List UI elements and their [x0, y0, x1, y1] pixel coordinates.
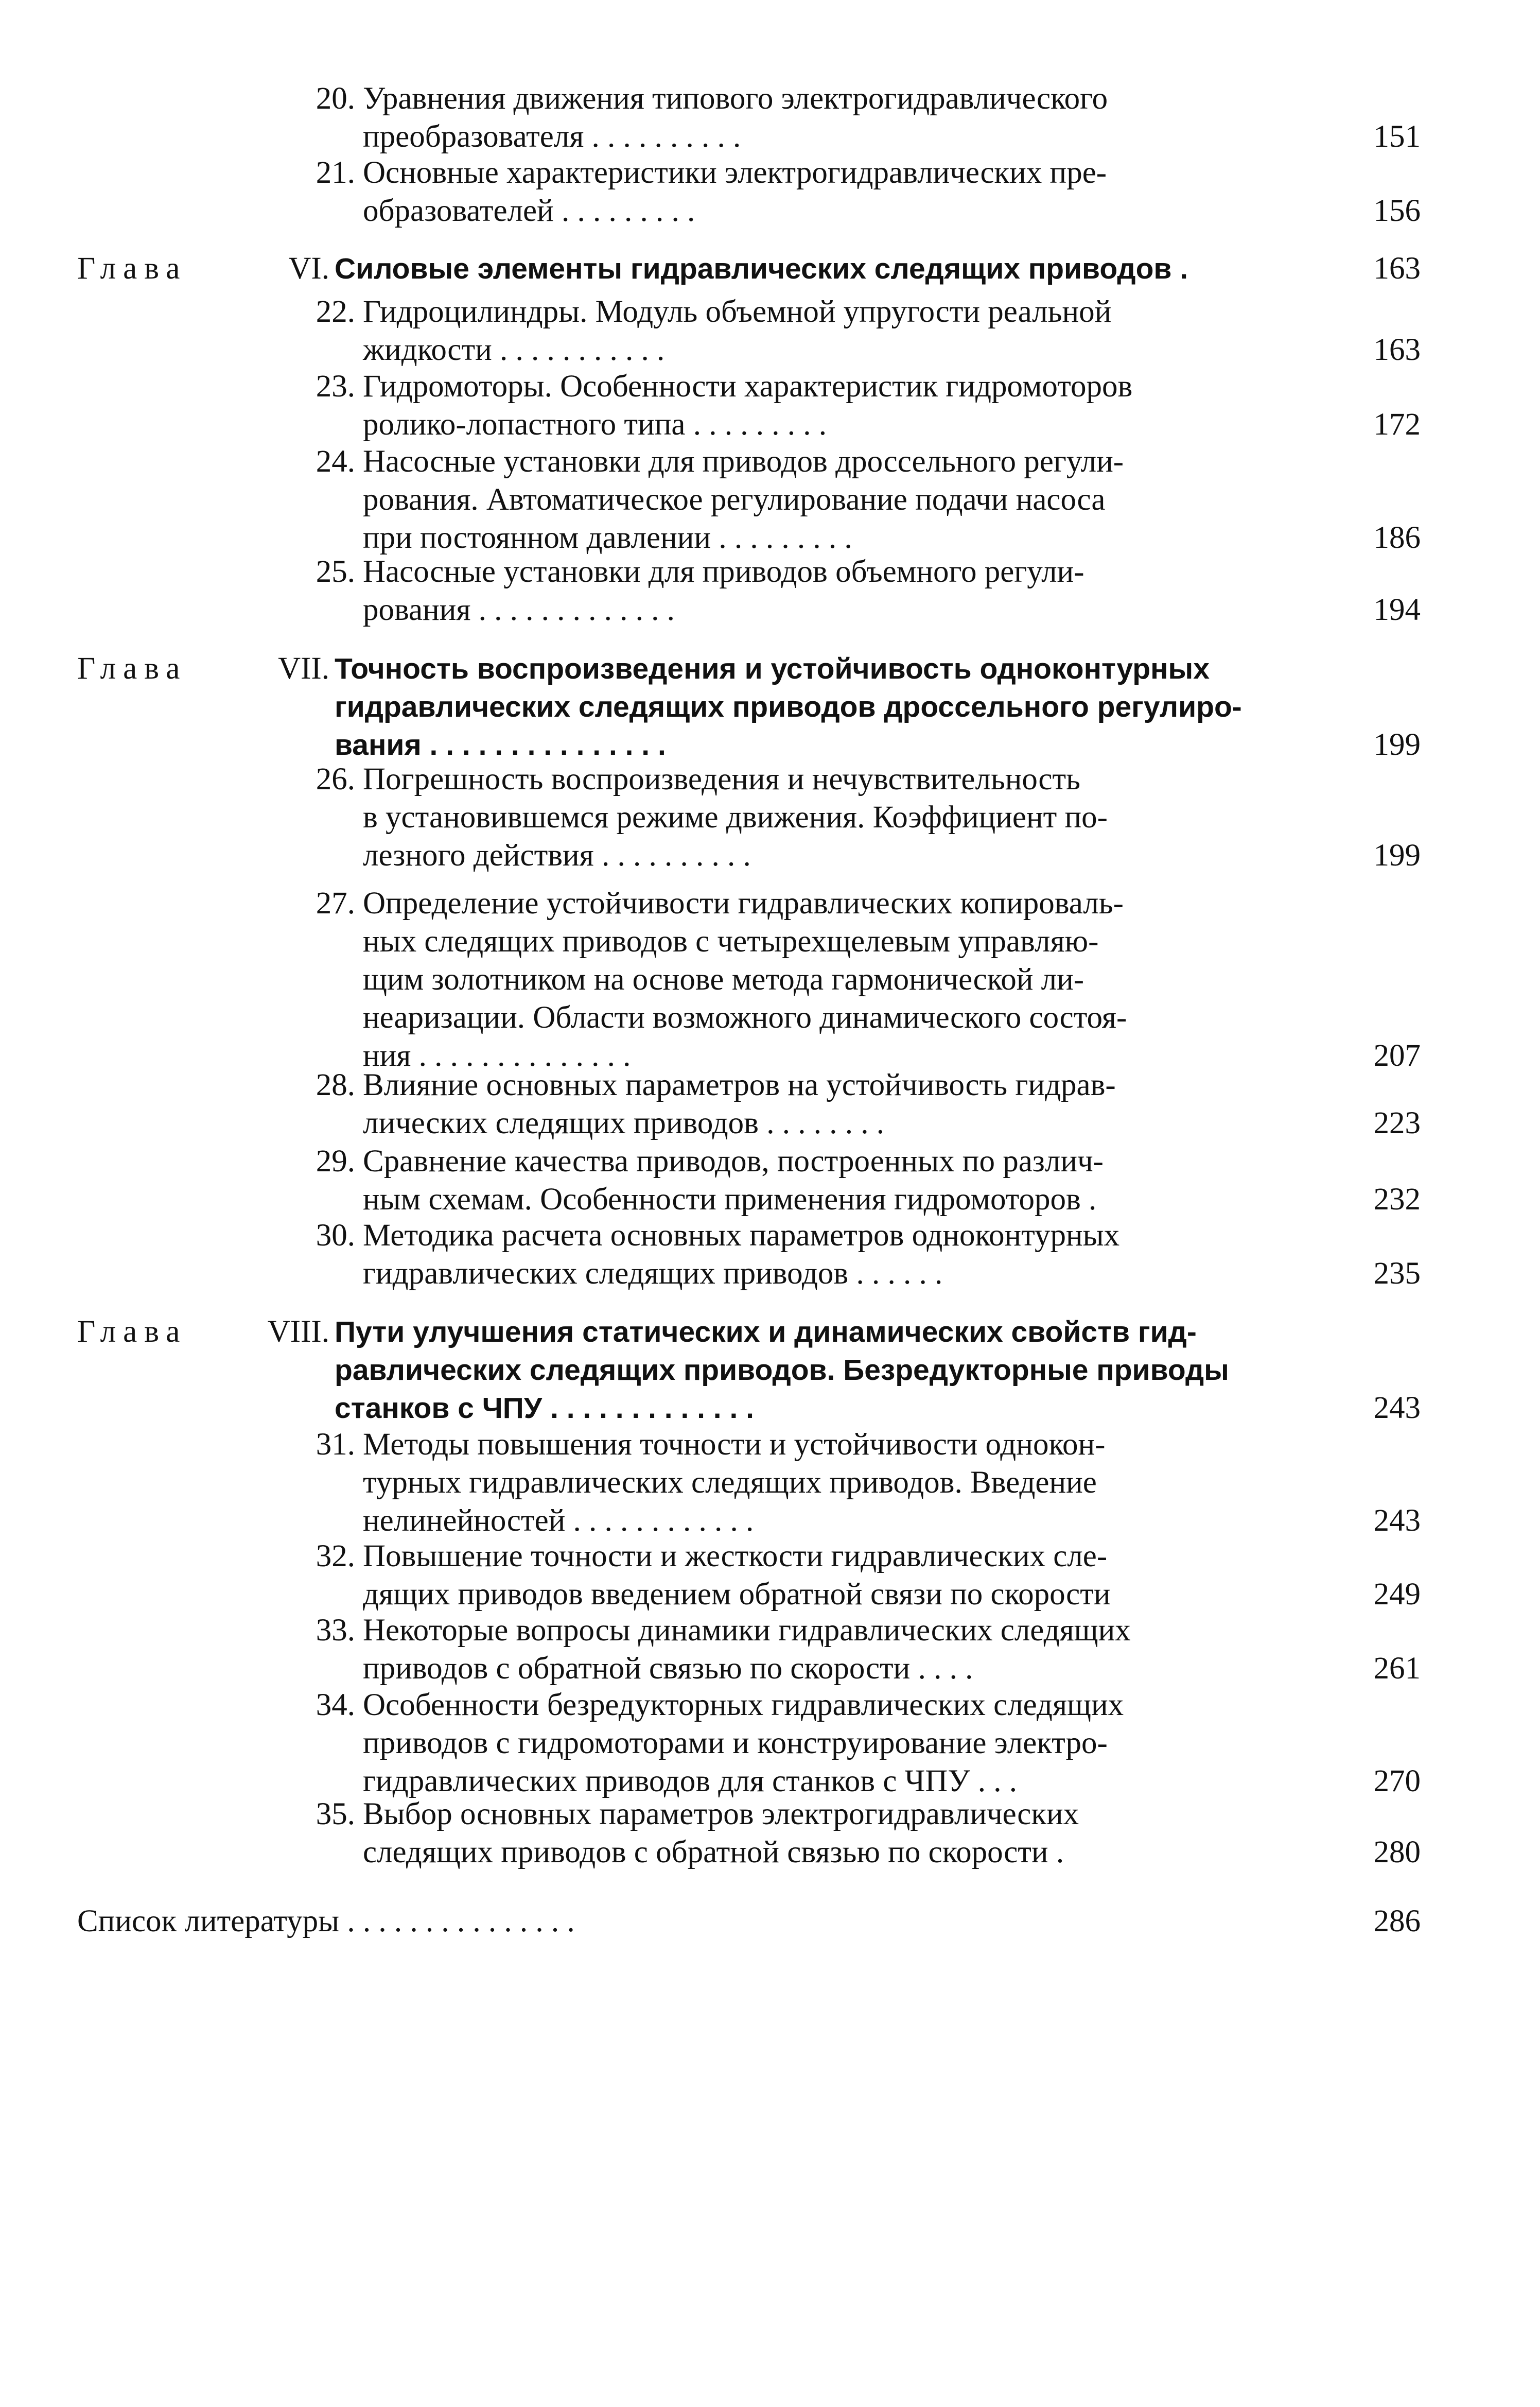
entry-title [363, 1612, 1344, 1688]
page-number: 243 [1373, 1503, 1421, 1538]
section-number: 34. [316, 1688, 355, 1722]
entry-title-line: ролико-лопастного типа . . . . . . . . . [363, 407, 827, 442]
entry-title-line: образователей . . . . . . . . . [363, 194, 695, 228]
entry-title-line: Выбор основных параметров электрогидравлических [363, 1797, 1079, 1831]
section-number: 20. [316, 81, 355, 116]
entry-title-line: гидравлических приводов для станков с ЧПУ . . . [363, 1764, 1018, 1798]
entry-title-line: Силовые элементы гидравлических следящих приводов . [335, 252, 1188, 285]
entry-title-line: Основные характеристики электрогидравлических пре- [363, 155, 1107, 190]
entry-title [363, 1795, 1344, 1872]
page-number: 280 [1373, 1835, 1421, 1869]
chapter-number: VII. [278, 651, 329, 686]
entry-title-line: Погрешность воспроизведения и нечувствительность [363, 762, 1080, 796]
entry-title [363, 80, 1344, 156]
section-number: 35. [316, 1797, 355, 1831]
entry-title-line: Влияние основных параметров на устойчивость гидрав- [363, 1068, 1116, 1102]
entry-title-line: приводов с обратной связью по скорости . . . . [363, 1651, 973, 1686]
entry-title-line: щим золотником на основе метода гармонической ли- [363, 962, 1084, 997]
entry-title [335, 250, 1344, 288]
entry-title-line: Уравнения движения типового электрогидравлического [363, 81, 1108, 116]
page-number: 235 [1373, 1256, 1421, 1291]
entry-title [77, 1902, 1344, 1941]
entry-title [363, 1426, 1344, 1540]
page-number: 261 [1373, 1651, 1421, 1686]
entry-title-line: лических следящих приводов . . . . . . . . [363, 1106, 884, 1140]
entry-title [363, 1537, 1344, 1614]
section-number: 21. [316, 155, 355, 190]
entry-title-line: станков с ЧПУ . . . . . . . . . . . . . [335, 1392, 754, 1425]
page-number: 186 [1373, 521, 1421, 555]
entry-title [363, 293, 1344, 369]
section-number: 24. [316, 444, 355, 479]
entry-title [363, 1142, 1344, 1219]
entry-title-line: при постоянном давлении . . . . . . . . . [363, 521, 852, 555]
entry-title-line: Насосные установки для приводов объемного регули- [363, 555, 1084, 589]
entry-title-line: нелинейностей . . . . . . . . . . . . [363, 1503, 754, 1538]
entry-title-line: Список литературы . . . . . . . . . . . . . . . [77, 1904, 575, 1938]
entry-title-line: следящих приводов с обратной связью по скорости . [363, 1835, 1064, 1869]
page-number: 286 [1373, 1904, 1421, 1938]
entry-title [363, 154, 1344, 230]
entry-title [335, 1313, 1344, 1427]
entry-title-line: рования. Автоматическое регулирование подачи насоса [363, 482, 1106, 517]
entry-title-line: турных гидравлических следящих приводов. Введение [363, 1465, 1097, 1500]
entry-title-line: Методы повышения точности и устойчивости однокон- [363, 1427, 1106, 1462]
chapter-label: Глава [77, 651, 187, 686]
entry-title [363, 443, 1344, 557]
page-number: 243 [1373, 1391, 1421, 1425]
entry-title-line: ных следящих приводов с четырехщелевым управляю- [363, 924, 1099, 959]
chapter-number: VIII. [267, 1314, 329, 1349]
chapter-number: VI. [288, 251, 329, 286]
section-number: 23. [316, 369, 355, 404]
page-number: 207 [1373, 1038, 1421, 1073]
entry-title [363, 885, 1344, 1075]
section-number: 27. [316, 886, 355, 921]
page-number: 249 [1373, 1577, 1421, 1612]
entry-title-line: Точность воспроизведения и устойчивость одноконтурных [335, 652, 1210, 685]
entry-title-line: приводов с гидромоторами и конструирование электро- [363, 1726, 1108, 1760]
section-number: 26. [316, 762, 355, 796]
entry-title-line: Сравнение качества приводов, построенных по различ- [363, 1144, 1104, 1179]
section-number: 30. [316, 1218, 355, 1253]
page-number: 194 [1373, 593, 1421, 627]
entry-title-line: Определение устойчивости гидравлических копироваль- [363, 886, 1124, 921]
section-number: 22. [316, 295, 355, 329]
entry-title-line: вания . . . . . . . . . . . . . . . [335, 729, 666, 761]
entry-title-line: Гидромоторы. Особенности характеристик гидромоторов [363, 369, 1133, 404]
entry-title [363, 368, 1344, 444]
entry-title [363, 760, 1344, 875]
section-number: 32. [316, 1539, 355, 1573]
section-number: 33. [316, 1613, 355, 1648]
entry-title [363, 1686, 1344, 1800]
entry-title-line: ным схемам. Особенности применения гидромоторов . [363, 1182, 1097, 1217]
entry-title [363, 1066, 1344, 1142]
page-number: 270 [1373, 1764, 1421, 1798]
entry-title [363, 553, 1344, 629]
entry-title-line: жидкости . . . . . . . . . . . [363, 333, 665, 367]
page-number: 232 [1373, 1182, 1421, 1217]
page-number: 172 [1373, 407, 1421, 442]
chapter-label: Глава [77, 251, 187, 286]
section-number: 29. [316, 1144, 355, 1179]
entry-title-line: в установившемся режиме движения. Коэффициент по- [363, 800, 1108, 835]
entry-title-line: Пути улучшения статических и динамических свойств гид- [335, 1315, 1197, 1348]
entry-title-line: дящих приводов введением обратной связи по скорости [363, 1577, 1111, 1612]
entry-title-line: рования . . . . . . . . . . . . . [363, 593, 675, 627]
entry-title-line: неаризации. Области возможного динамического состоя- [363, 1000, 1127, 1035]
page-number: 163 [1373, 251, 1421, 286]
entry-title-line: преобразователя . . . . . . . . . . [363, 119, 741, 154]
chapter-label: Глава [77, 1314, 187, 1349]
page-number: 151 [1373, 119, 1421, 154]
entry-title-line: Некоторые вопросы динамики гидравлических следящих [363, 1613, 1131, 1648]
entry-title-line: гидравлических следящих приводов дроссельного регулиро- [335, 690, 1242, 723]
entry-title-line: равлических следящих приводов. Безредукторные приводы [335, 1354, 1229, 1387]
entry-title [335, 650, 1344, 764]
page-number: 163 [1373, 333, 1421, 367]
entry-title-line: гидравлических следящих приводов . . . . . . [363, 1256, 943, 1291]
entry-title-line: Насосные установки для приводов дроссельного регули- [363, 444, 1124, 479]
page-number: 199 [1373, 838, 1421, 873]
entry-title [363, 1217, 1344, 1293]
entry-title-line: ния . . . . . . . . . . . . . . [363, 1038, 631, 1073]
section-number: 31. [316, 1427, 355, 1462]
entry-title-line: Гидроцилиндры. Модуль объемной упругости реальной [363, 295, 1112, 329]
page-number: 156 [1373, 194, 1421, 228]
section-number: 28. [316, 1068, 355, 1102]
entry-title-line: Методика расчета основных параметров одноконтурных [363, 1218, 1120, 1253]
page-number: 199 [1373, 728, 1421, 762]
page-number: 223 [1373, 1106, 1421, 1140]
section-number: 25. [316, 555, 355, 589]
entry-title-line: Особенности безредукторных гидравлических следящих [363, 1688, 1124, 1722]
entry-title-line: лезного действия . . . . . . . . . . [363, 838, 751, 873]
entry-title-line: Повышение точности и жесткости гидравлических сле- [363, 1539, 1108, 1573]
